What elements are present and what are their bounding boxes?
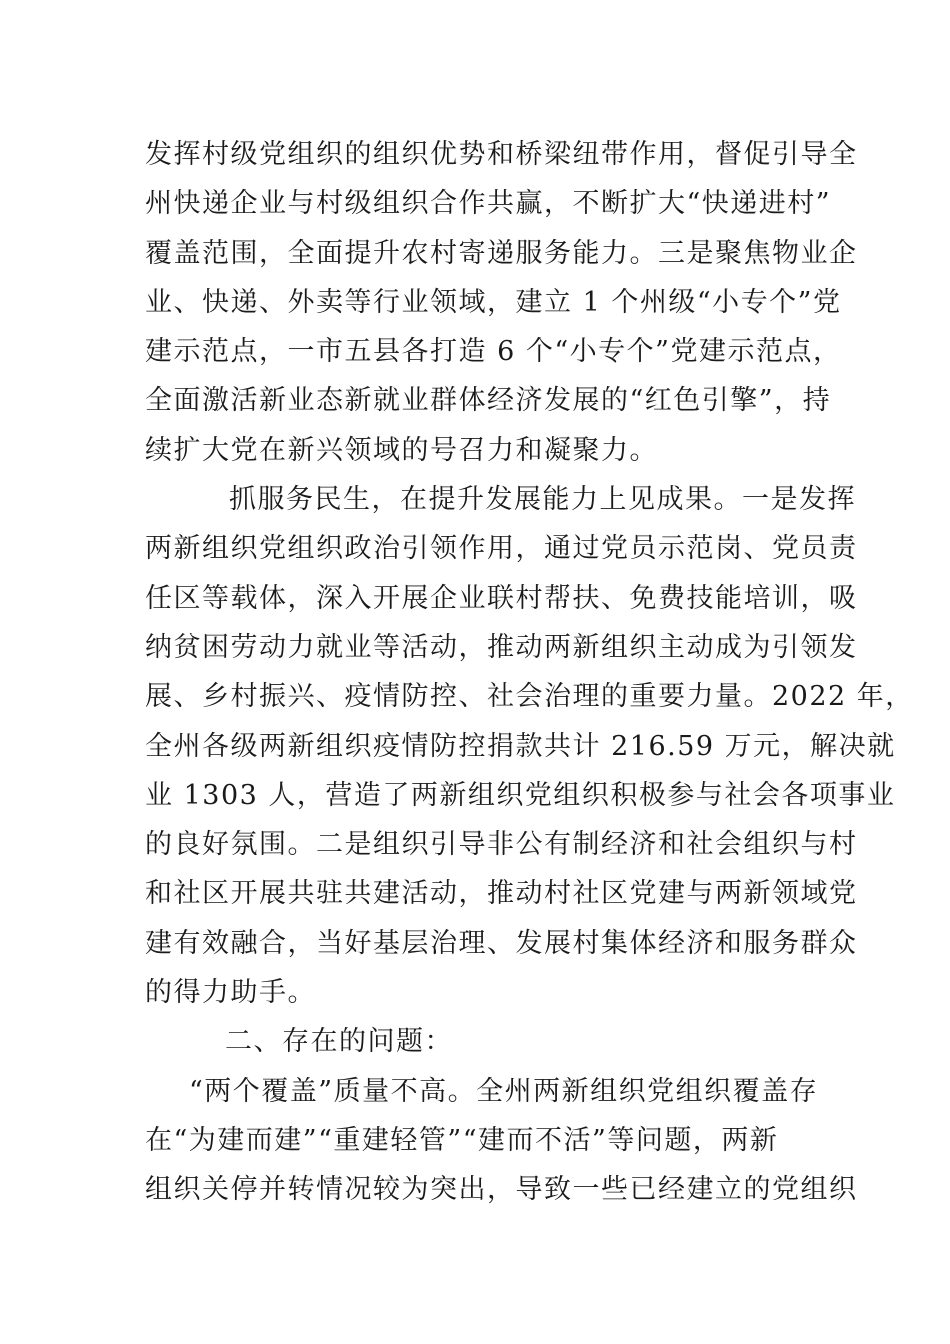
text-line: 全州各级两新组织疫情防控捐款共计 216.59 万元，解决就	[145, 730, 896, 762]
text-line: 州快递企业与村级组织合作共赢，不断扩大“快递进村”	[145, 188, 832, 220]
text-line: 建示范点，一市五县各打造 6 个“小专个”党建示范点，	[145, 336, 842, 368]
text-line: 业、快递、外卖等行业领域，建立 1 个州级“小专个”党	[145, 286, 842, 318]
text-line: 任区等载体，深入开展企业联村帮扶、免费技能培训，吸	[145, 582, 858, 614]
text-line: 组织关停并转情况较为突出，导致一些已经建立的党组织	[145, 1174, 858, 1206]
text-line: 建有效融合，当好基层治理、发展村集体经济和服务群众	[145, 927, 858, 959]
text-line: 在“为建而建”“重建轻管”“建而不活”等问题，两新	[145, 1124, 779, 1156]
text-line: 业 1303 人，营造了两新组织党组织积极参与社会各项事业	[145, 779, 896, 811]
text-line: 续扩大党在新兴领域的号召力和凝聚力。	[145, 434, 658, 466]
text-line: 展、乡村振兴、疫情防控、社会治理的重要力量。2022 年，	[145, 681, 914, 713]
text-line: 全面激活新业态新就业群体经济发展的“红色引擎”，持	[145, 385, 832, 417]
text-line: 两新组织党组织政治引领作用，通过党员示范岗、党员责	[145, 533, 858, 565]
section-heading: 二、存在的问题：	[225, 1026, 453, 1058]
text-line: 的良好氛围。二是组织引导非公有制经济和社会组织与村	[145, 829, 858, 861]
text-line: 纳贫困劳动力就业等活动，推动两新组织主动成为引领发	[145, 631, 858, 663]
text-line: 覆盖范围，全面提升农村寄递服务能力。三是聚焦物业企	[145, 237, 858, 269]
document-body	[145, 130, 914, 1215]
paragraph-start-line: “两个覆盖”质量不高。全州两新组织党组织覆盖存	[189, 1075, 819, 1107]
text-line: 的得力助手。	[145, 977, 316, 1009]
paragraph-start-line: 抓服务民生，在提升发展能力上见成果。一是发挥	[229, 484, 856, 516]
text-line: 发挥村级党组织的组织优势和桥梁纽带作用，督促引导全	[145, 139, 858, 170]
text-line: 和社区开展共驻共建活动，推动村社区党建与两新领域党	[145, 878, 858, 910]
